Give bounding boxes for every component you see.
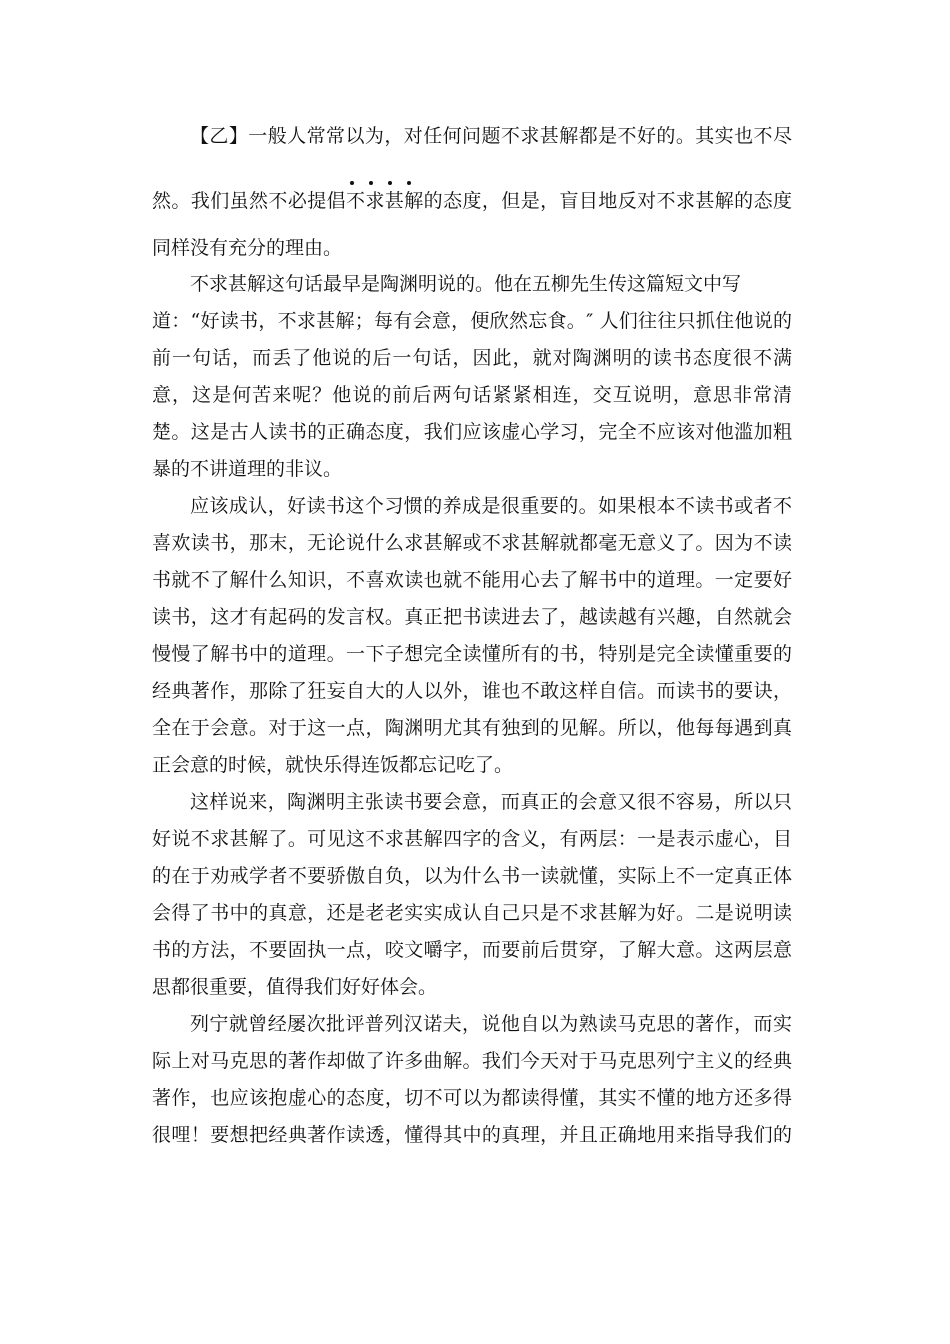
paragraph-3-line-1: 应该成认，好读书这个习惯的养成是很重要的。如果根本不读书或者不 — [190, 495, 792, 517]
emphasis-dot — [388, 181, 392, 185]
paragraph-3-line-5: 慢慢了解书中的道理。一下子想完全读懂所有的书，特别是完全读懂重要的 — [152, 643, 792, 665]
emphasis-dot — [407, 181, 411, 185]
paragraph-2-line-1: 不求甚解这句话最早是陶渊明说的。他在五柳先生传这篇短文中写 — [190, 273, 742, 295]
paragraph-4-line-6: 思都很重要，值得我们好好体会。 — [152, 976, 438, 998]
paragraph-5-line-1: 列宁就曾经屡次批评普列汉诺夫，说他自以为熟读马克思的著作，而实 — [190, 1013, 792, 1035]
paragraph-5-line-3: 著作，也应该抱虚心的态度，切不可以为都读得懂，其实不懂的地方还多得 — [152, 1087, 792, 1109]
paragraph-4-line-4: 会得了书中的真意，还是老老实实成认自己只是不求甚解为好。二是说明读 — [152, 902, 792, 924]
emphasis-dot — [369, 181, 373, 185]
paragraph-2-line-4: 意，这是何苦来呢？他说的前后两句话紧紧相连，交互说明，意思非常清 — [152, 384, 792, 406]
paragraph-1-line-3: 同样没有充分的理由。 — [152, 237, 343, 259]
paragraph-1-line-1: 【乙】一般人常常以为，对任何问题不求甚解都是不好的。其实也不尽 — [190, 125, 792, 147]
paragraph-3-line-6: 经典著作，那除了狂妄自大的人以外，谁也不敢这样自信。而读书的要诀， — [152, 680, 792, 702]
paragraph-3-line-7: 全在于会意。对于这一点，陶渊明尤其有独到的见解。所以，他每每遇到真 — [152, 717, 792, 739]
paragraph-2-line-5: 楚。这是古人读书的正确态度，我们应该虚心学习，完全不应该对他滥加粗 — [152, 421, 792, 443]
paragraph-4-line-2: 好说不求甚解了。可见这不求甚解四字的含义，有两层：一是表示虚心，目 — [152, 828, 792, 850]
paragraph-3-line-3: 书就不了解什么知识，不喜欢读也就不能用心去了解书中的道理。一定要好 — [152, 569, 792, 591]
paragraph-5-line-2: 际上对马克思的著作却做了许多曲解。我们今天对于马克思列宁主义的经典 — [152, 1050, 792, 1072]
paragraph-2-line-6: 暴的不讲道理的非议。 — [152, 458, 343, 480]
paragraph-3-line-2: 喜欢读书，那末，无论说什么求甚解或不求甚解就都毫无意义了。因为不读 — [152, 532, 792, 554]
paragraph-4-line-3: 的在于劝戒学者不要骄傲自负，以为什么书一读就懂，实际上不一定真正体 — [152, 865, 792, 887]
paragraph-3-line-4: 读书，这才有起码的发言权。真正把书读进去了，越读越有兴趣，自然就会 — [152, 606, 792, 628]
paragraph-4-line-1: 这样说来，陶渊明主张读书要会意，而真正的会意又很不容易，所以只 — [190, 791, 792, 813]
emphasis-dot — [350, 181, 354, 185]
paragraph-2-line-3: 前一句话，而丢了他说的后一句话，因此，就对陶渊明的读书态度很不满 — [152, 347, 792, 369]
paragraph-2-line-2: 道：“好读书，不求甚解；每有会意，便欣然忘食。″ 人们往往只抓住他说的 — [152, 310, 792, 332]
paragraph-5-line-4: 很哩！要想把经典著作读透，懂得其中的真理，并且正确地用来指导我们的 — [152, 1124, 792, 1146]
paragraph-1-line-2: 然。我们虽然不必提倡不求甚解的态度，但是，盲目地反对不求甚解的态度 — [152, 190, 792, 212]
paragraph-4-line-5: 书的方法，不要固执一点，咬文嚼字，而要前后贯穿，了解大意。这两层意 — [152, 939, 792, 961]
paragraph-3-line-8: 正会意的时候，就快乐得连饭都忘记吃了。 — [152, 754, 514, 776]
